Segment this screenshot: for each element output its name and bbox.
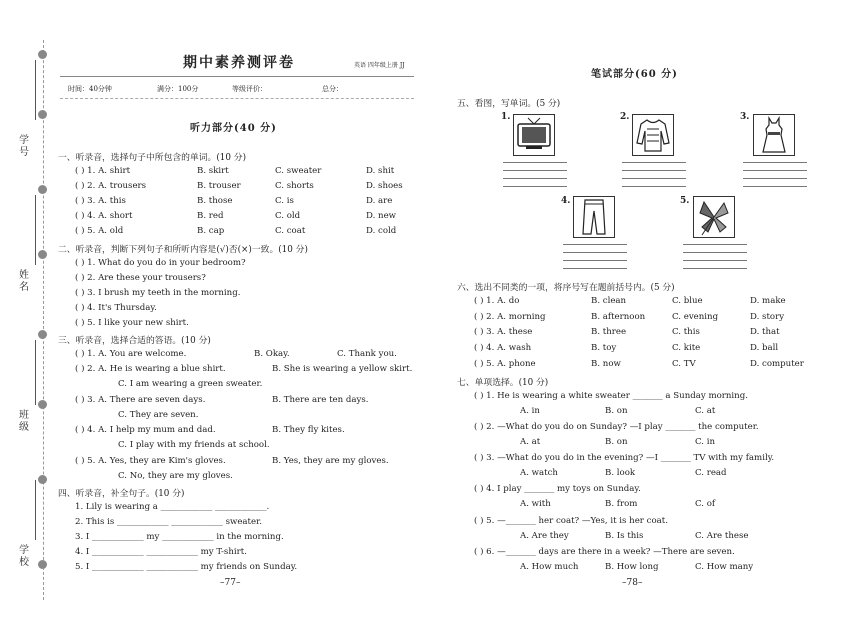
option-b: B. cap bbox=[197, 226, 225, 236]
answer-line[interactable] bbox=[743, 178, 807, 179]
part1-row bbox=[75, 211, 397, 221]
option-b: B. those bbox=[197, 196, 233, 206]
binding-hole bbox=[38, 475, 47, 484]
option-a: ( ) 2. A. morning bbox=[474, 312, 546, 322]
part3-q1-a: ( ) 1. A. You are welcome. bbox=[75, 349, 187, 359]
listening-section-title: 听力部分(40 分) bbox=[190, 123, 277, 134]
part1-row bbox=[75, 196, 393, 206]
part7-option-a: A. How much bbox=[520, 562, 579, 572]
part3-q5-c: C. No, they are my gloves. bbox=[118, 471, 233, 481]
part1-heading: 一、听录音，选择句子中所包含的单词。(10 分) bbox=[58, 153, 246, 163]
option-c: C. kite bbox=[672, 343, 701, 353]
binding-dash-line bbox=[43, 40, 44, 600]
part3-q3-a: ( ) 3. A. There are seven days. bbox=[75, 395, 206, 405]
answer-line[interactable] bbox=[743, 170, 807, 171]
option-c: C. sweater bbox=[275, 166, 322, 176]
option-d: D. shit bbox=[366, 166, 395, 176]
part4-heading: 四、听录音，补全句子。(10 分) bbox=[58, 489, 185, 499]
option-b: B. clean bbox=[591, 296, 627, 306]
answer-line[interactable] bbox=[563, 252, 627, 253]
option-a: ( ) 5. A. phone bbox=[474, 359, 536, 369]
school-label: 学 校 bbox=[19, 545, 29, 568]
part2-row: ( ) 3. I brush my teeth in the morning. bbox=[75, 288, 241, 298]
option-d: D. new bbox=[366, 211, 397, 221]
binding-margin bbox=[0, 0, 52, 621]
part1-row bbox=[75, 226, 397, 236]
picture-number: 1. bbox=[501, 112, 511, 122]
option-b: B. now bbox=[591, 359, 621, 369]
part2-row: ( ) 1. What do you do in your bedroom? bbox=[75, 258, 246, 268]
tv-icon bbox=[513, 114, 555, 156]
part1-row bbox=[75, 181, 403, 191]
part2-row: ( ) 5. I like your new shirt. bbox=[75, 318, 189, 328]
answer-line[interactable] bbox=[503, 186, 567, 187]
binding-hole bbox=[38, 250, 47, 259]
part6-row bbox=[474, 343, 779, 353]
trousers-icon bbox=[573, 196, 615, 238]
time-label: 时间：40分钟 bbox=[68, 85, 112, 93]
binding-hole bbox=[38, 330, 47, 339]
answer-line[interactable] bbox=[683, 252, 747, 253]
picture-number: 3. bbox=[740, 112, 750, 122]
picture-number: 5. bbox=[680, 196, 690, 206]
answer-line[interactable] bbox=[563, 244, 627, 245]
part6-row bbox=[474, 359, 804, 369]
page-number-right: –78– bbox=[622, 578, 643, 588]
answer-line[interactable] bbox=[743, 162, 807, 163]
option-d: D. shoes bbox=[366, 181, 403, 191]
school-line bbox=[35, 480, 36, 540]
part4-row: 2. This is ____________ ____________ sweater. bbox=[75, 517, 262, 527]
binding-hole bbox=[38, 185, 47, 194]
part6-heading: 六、选出不同类的一项，将序号写在题前括号内。(5 分) bbox=[457, 283, 675, 293]
part7-option-a: A. with bbox=[520, 499, 551, 509]
page-number-left: –77– bbox=[220, 578, 241, 588]
part2-row: ( ) 2. Are these your trousers? bbox=[75, 273, 206, 283]
answer-line[interactable] bbox=[743, 186, 807, 187]
picture-number: 2. bbox=[620, 112, 630, 122]
binding-hole bbox=[38, 110, 47, 119]
part7-option-a: A. at bbox=[520, 437, 541, 447]
part3-q2-c: C. I am wearing a green sweater. bbox=[118, 379, 263, 389]
part7-option-a: A. Are they bbox=[520, 531, 569, 541]
header-rule-bottom bbox=[60, 98, 414, 99]
dress-icon bbox=[753, 114, 795, 156]
option-b: B. red bbox=[197, 211, 224, 221]
part6-row bbox=[474, 296, 786, 306]
option-c: C. evening bbox=[672, 312, 719, 322]
part7-option-c: C. read bbox=[695, 468, 727, 478]
header-rule bbox=[60, 76, 414, 77]
option-a: ( ) 3. A. this bbox=[75, 196, 126, 206]
part3-q4-b: B. They fly kites. bbox=[272, 425, 345, 435]
option-c: C. is bbox=[275, 196, 294, 206]
answer-line[interactable] bbox=[622, 170, 686, 171]
part2-row: ( ) 4. It's Thursday. bbox=[75, 303, 157, 313]
part4-row: 4. I ____________ ____________ my T-shirt. bbox=[75, 547, 247, 557]
part7-heading: 七、单项选择。(10 分) bbox=[457, 378, 549, 388]
part7-question: ( ) 2. —What do you do on Sunday? —I play _______ the computer. bbox=[474, 422, 759, 432]
option-a: ( ) 5. A. old bbox=[75, 226, 124, 236]
student-no-label: 学 号 bbox=[19, 135, 29, 158]
part7-option-c: C. in bbox=[695, 437, 716, 447]
class-line bbox=[35, 340, 36, 405]
answer-line[interactable] bbox=[563, 260, 627, 261]
answer-line[interactable] bbox=[503, 178, 567, 179]
part3-q3-c: C. They are seven. bbox=[118, 410, 199, 420]
class-label: 班 级 bbox=[19, 410, 29, 433]
part7-option-b: B. on bbox=[605, 406, 628, 416]
option-d: D. computer bbox=[750, 359, 804, 369]
answer-line[interactable] bbox=[683, 260, 747, 261]
option-d: D. that bbox=[750, 327, 780, 337]
option-b: B. trouser bbox=[197, 181, 241, 191]
part3-q2-b: B. She is wearing a yellow skirt. bbox=[272, 364, 413, 374]
part3-q1-b: B. Okay. bbox=[254, 349, 290, 359]
exam-subtitle: 英语 四年级上册 JJ bbox=[354, 62, 405, 69]
part3-q1-c: C. Thank you. bbox=[337, 349, 397, 359]
option-a: ( ) 1. A. shirt bbox=[75, 166, 131, 176]
part7-option-a: A. in bbox=[520, 406, 540, 416]
option-d: D. story bbox=[750, 312, 785, 322]
written-section-title: 笔试部分(60 分) bbox=[591, 69, 678, 80]
part2-heading: 二、听录音，判断下列句子和所听内容是(√)否(×)一致。(10 分) bbox=[58, 245, 308, 255]
answer-line[interactable] bbox=[563, 268, 627, 269]
part7-option-b: B. on bbox=[605, 437, 628, 447]
option-d: D. make bbox=[750, 296, 786, 306]
part7-option-c: C. How many bbox=[695, 562, 754, 572]
option-c: C. shorts bbox=[275, 181, 314, 191]
exam-title: 期中素养测评卷 bbox=[183, 55, 295, 71]
part7-option-b: B. Is this bbox=[605, 531, 644, 541]
option-c: C. blue bbox=[672, 296, 703, 306]
answer-line[interactable] bbox=[503, 162, 567, 163]
part3-q2-a: ( ) 2. A. He is wearing a blue shirt. bbox=[75, 364, 226, 374]
sweater-icon bbox=[632, 114, 674, 156]
option-b: B. toy bbox=[591, 343, 617, 353]
part3-heading: 三、听录音，选择合适的答语。(10 分) bbox=[58, 336, 211, 346]
part7-option-c: C. at bbox=[695, 406, 716, 416]
option-b: B. afternoon bbox=[591, 312, 646, 322]
name-line bbox=[35, 195, 36, 265]
option-a: ( ) 4. A. short bbox=[75, 211, 133, 221]
part7-option-a: A. watch bbox=[520, 468, 558, 478]
answer-line[interactable] bbox=[622, 186, 686, 187]
binding-hole bbox=[38, 400, 47, 409]
student-no-line bbox=[35, 60, 36, 120]
part7-question: ( ) 5. —_______ her coat? —Yes, it is her coat. bbox=[474, 516, 668, 526]
option-a: ( ) 2. A. trousers bbox=[75, 181, 147, 191]
part6-row bbox=[474, 312, 785, 322]
part3-q3-b: B. There are ten days. bbox=[272, 395, 369, 405]
answer-line[interactable] bbox=[503, 170, 567, 171]
grade-label: 等级评价： bbox=[232, 85, 267, 93]
part7-question: ( ) 6. —_______ days are there in a week? —There are seven. bbox=[474, 547, 735, 557]
part7-option-c: C. of bbox=[695, 499, 716, 509]
binding-hole bbox=[38, 50, 47, 59]
full-score-label: 满分：100分 bbox=[157, 85, 199, 93]
option-c: C. TV bbox=[672, 359, 696, 369]
option-a: ( ) 4. A. wash bbox=[474, 343, 532, 353]
part3-q5-a: ( ) 5. A. Yes, they are Kim's gloves. bbox=[75, 456, 226, 466]
answer-line[interactable] bbox=[683, 268, 747, 269]
option-d: D. ball bbox=[750, 343, 779, 353]
option-c: C. old bbox=[275, 211, 301, 221]
answer-line[interactable] bbox=[683, 244, 747, 245]
option-d: D. are bbox=[366, 196, 393, 206]
part4-row: 3. I ____________ my ____________ in the morning. bbox=[75, 532, 284, 542]
part7-option-c: C. Are these bbox=[695, 531, 749, 541]
part7-option-b: B. How long bbox=[605, 562, 659, 572]
option-b: B. three bbox=[591, 327, 627, 337]
answer-line[interactable] bbox=[622, 178, 686, 179]
part7-question: ( ) 3. —What do you do in the evening? —I _______ TV with my family. bbox=[474, 453, 775, 463]
part7-question: ( ) 1. He is wearing a white sweater _______ a Sunday morning. bbox=[474, 391, 748, 401]
part4-row: 1. Lily is wearing a ____________ ____________. bbox=[75, 502, 270, 512]
part6-row bbox=[474, 327, 780, 337]
part1-row bbox=[75, 166, 395, 176]
part3-q5-b: B. Yes, they are my gloves. bbox=[272, 456, 389, 466]
option-b: B. skirt bbox=[197, 166, 229, 176]
option-a: ( ) 3. A. these bbox=[474, 327, 533, 337]
part3-q4-c: C. I play with my friends at school. bbox=[118, 440, 270, 450]
option-c: C. this bbox=[672, 327, 700, 337]
option-d: D. cold bbox=[366, 226, 397, 236]
answer-line[interactable] bbox=[622, 162, 686, 163]
part3-q4-a: ( ) 4. A. I help my mum and dad. bbox=[75, 425, 216, 435]
part5-heading: 五、看图，写单词。(5 分) bbox=[457, 99, 561, 109]
binding-hole bbox=[38, 560, 47, 569]
name-label: 姓 名 bbox=[19, 270, 29, 293]
picture-number: 4. bbox=[561, 196, 571, 206]
butterfly-icon bbox=[693, 196, 735, 238]
option-a: ( ) 1. A. do bbox=[474, 296, 520, 306]
part4-row: 5. I ____________ ____________ my friends on Sunday. bbox=[75, 562, 298, 572]
part7-option-b: B. from bbox=[605, 499, 638, 509]
part7-question: ( ) 4. I play _______ my toys on Sunday. bbox=[474, 484, 641, 494]
total-label: 总分： bbox=[322, 85, 343, 93]
option-c: C. coat bbox=[275, 226, 306, 236]
part7-option-b: B. look bbox=[605, 468, 636, 478]
